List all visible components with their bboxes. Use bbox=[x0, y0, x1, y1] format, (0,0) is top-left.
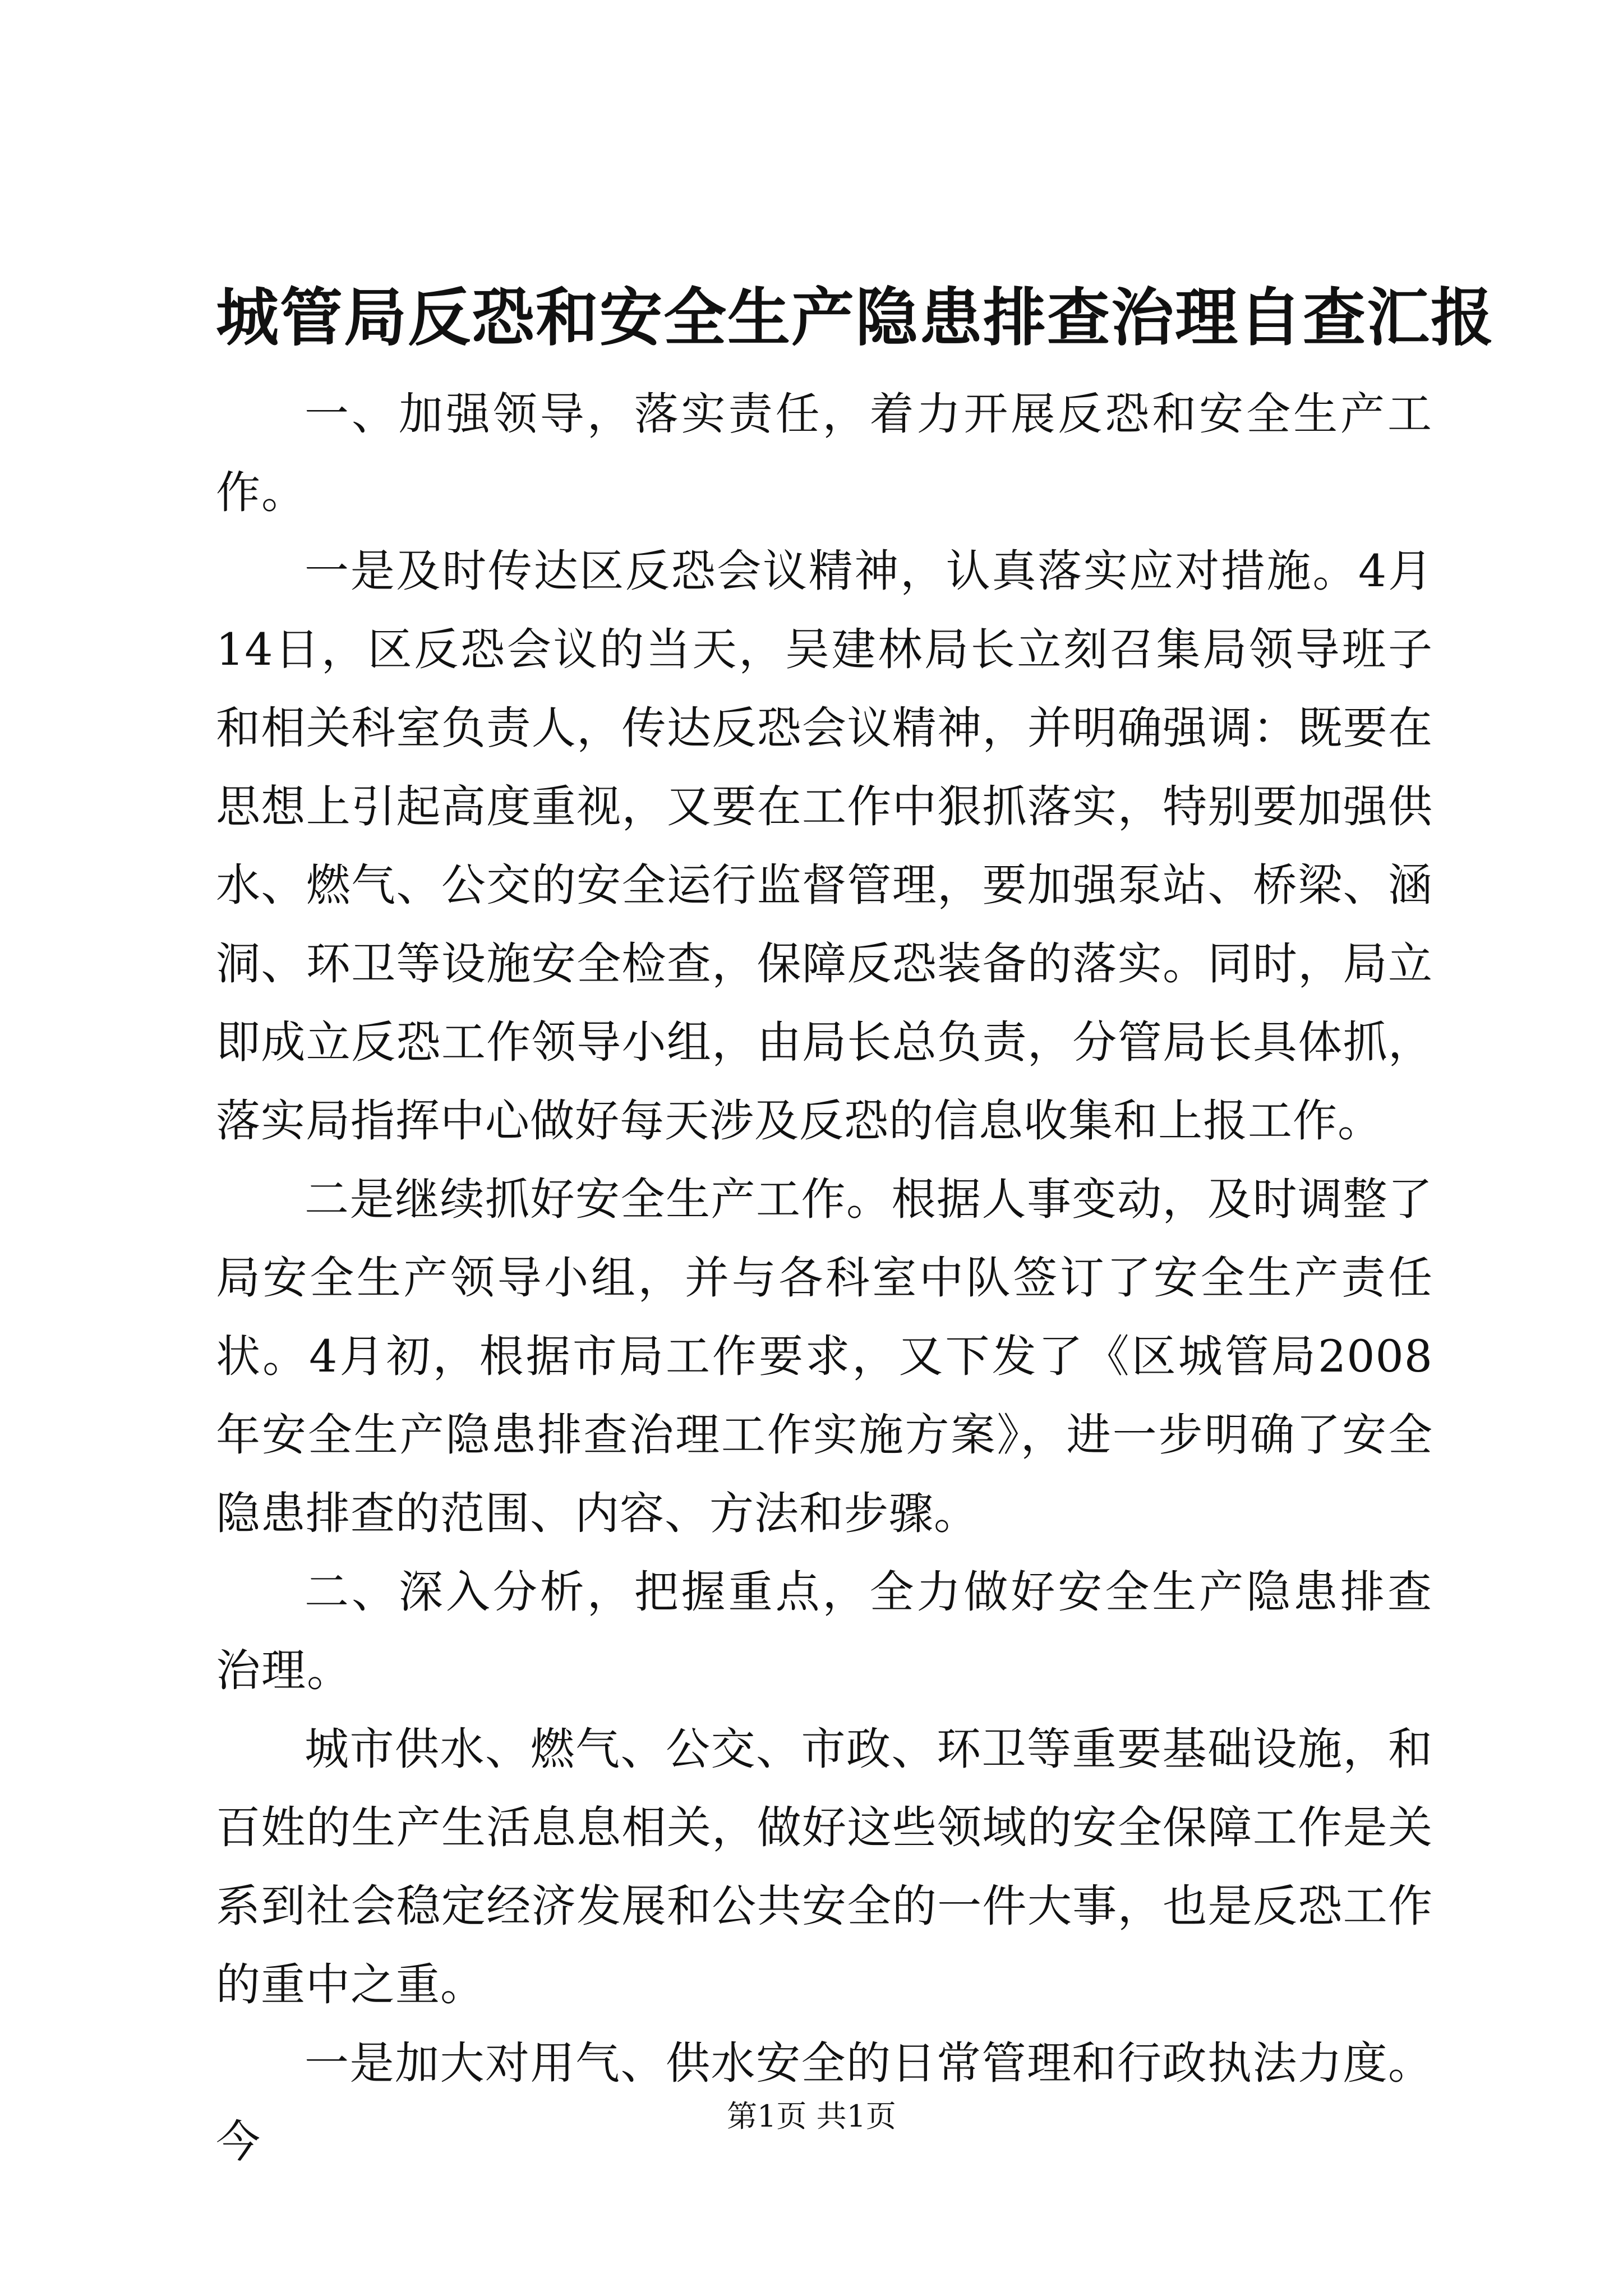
section-heading-1: 一、加强领导，落实责任，着力开展反恐和安全生产工作。 bbox=[216, 388, 1433, 518]
page-footer: 第1页 共1页 bbox=[727, 2099, 896, 2134]
document-title: 城管局反恐和安全生产隐患排查治理自查汇报 bbox=[216, 281, 1495, 355]
section-heading-2: 二、深入分析，把握重点，全力做好安全生产隐患排查治理。 bbox=[216, 1566, 1433, 1696]
document-body bbox=[216, 375, 1433, 2181]
paragraph-gas-water-management: 一是加大对用气、供水安全的日常管理和行政执法力度。今 bbox=[216, 2037, 1433, 2168]
paragraph-anti-terror-meeting: 一是及时传达区反恐会议精神，认真落实应对措施。4月14日，区反恐会议的当天，吴建林局长立刻召集局领导班子和相关科室负责人，传达反恐会议精神，并明确强调：既要在思想上引起高度重视，又要在工作中狠抓落实，特别要加强供水、燃气、公交的安全运行监督管理，要加强泵站、桥梁、涵洞、环卫等设施安全检查，保障反恐装备的落实。同时，局立即成立反恐工作领导小组，由局长总负责，分管局长具体抓，落实局指挥中心做好每天涉及反恐的信息收集和上报工作。 bbox=[216, 545, 1433, 1147]
paragraph-infrastructure: 城市供水、燃气、公交、市政、环卫等重要基础设施，和百姓的生产生活息息相关，做好这些领域的安全保障工作是关系到社会稳定经济发展和公共安全的一件大事，也是反恐工作的重中之重。 bbox=[216, 1723, 1433, 2010]
paragraph-safety-production: 二是继续抓好安全生产工作。根据人事变动，及时调整了局安全生产领导小组，并与各科室中队签订了安全生产责任状。4月初，根据市局工作要求，又下发了《区城管局2008年安全生产隐患排查治理工作实施方案》，进一步明确了安全隐患排查的范围、内容、方法和步骤。 bbox=[216, 1174, 1433, 1539]
